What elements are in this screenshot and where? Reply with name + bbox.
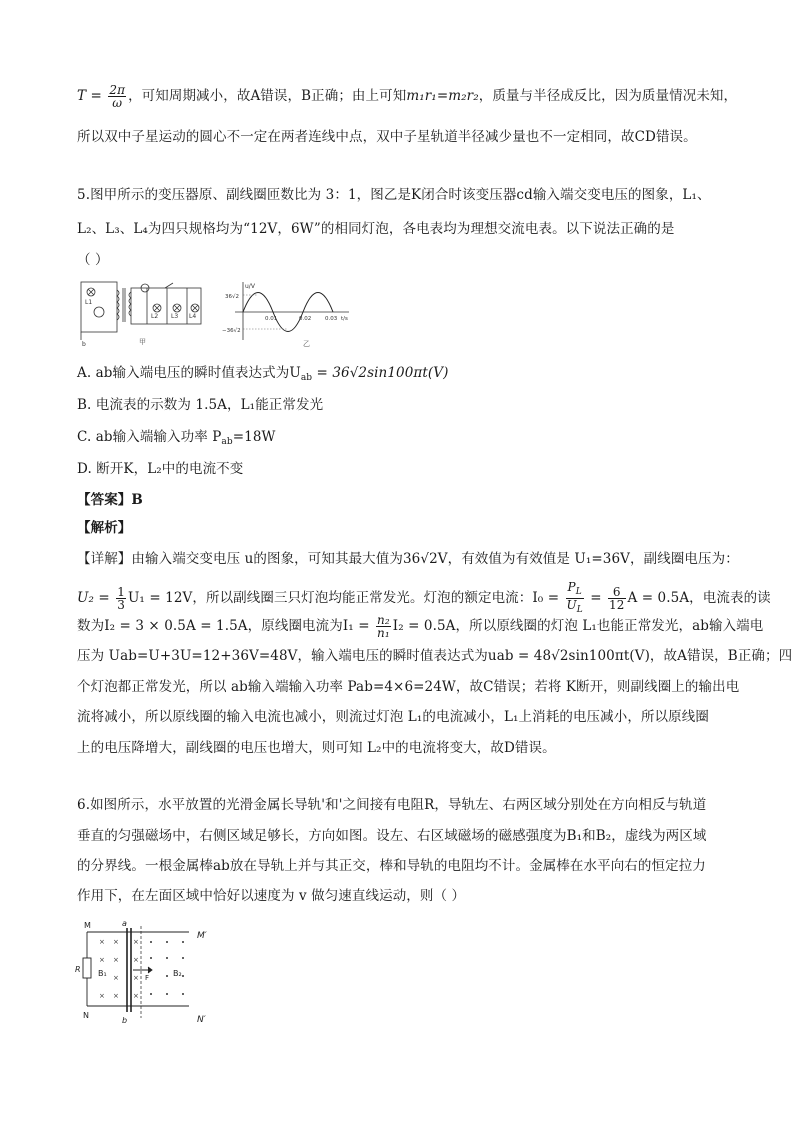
q5-stem-line-2: L₂、L₃、L₄为四只规格均为“12V，6W”的相同灯泡，各电表均为理想交流电表。以下说法正确的是 <box>77 221 675 237</box>
label-r: R <box>75 965 81 974</box>
fraction-one-third: $\frac{1}{3}$ <box>117 585 125 612</box>
q5-detail-line-1: 【详解】由输入端交变电压 u的图象，可知其最大值为36√2V，有效值为有效值是 U₁=36V，副线圈电压为： <box>77 551 739 567</box>
q6-stem-line-2: 垂直的匀强磁场中，右侧区域足够长，方向如图。设左、右区域磁场的磁感强度为B₁和B₂，虚线为两区域 <box>77 828 707 844</box>
q6-stem-line-3: 的分界线。一根金属棒ab放在导轨上并与其正交，棒和导轨的电阻均不计。金属棒在水平向右的恒定拉力 <box>77 858 706 874</box>
svg-text:×: × <box>113 992 119 1000</box>
svg-text:×: × <box>113 938 119 946</box>
q5-detail-line-2: U₂ = $\frac{1}{3}$ U₁ = 12V，所以副线圈三只灯泡均能正常发光。灯泡的额定电流：I₀ = $\frac{P_L}{U_L}$ = $\frac{6}{12}$ A = 0.5A，电流表的读 <box>77 580 771 615</box>
prev-line-1: T = $\frac{2\pi}{\omega}$ ，可知周期减小，故A错误，B正确；由上可知m₁r₁=m₂r₂，质量与半径成反比，因为质量情况未知， <box>77 83 738 110</box>
tick-0-02: 0.02 <box>299 316 312 322</box>
label-n: N <box>83 1011 89 1020</box>
voltage-waveform <box>235 282 349 340</box>
q5-detail-line-5: 个灯泡都正常发光，所以 ab输入端输入功率 Pab=4×6=24W，故C错误；若将 K断开，则副线圈上的输出电 <box>77 679 740 695</box>
fraction-pl-over-ul: $\frac{P_L}{U_L}$ <box>566 580 583 615</box>
q5-option-d: D. 断开K，L₂中的电流不变 <box>77 461 244 477</box>
svg-text:×: × <box>133 974 139 982</box>
q6-rail-figure <box>75 918 235 1036</box>
resistor-r-icon <box>83 958 91 978</box>
q6-stem-line-1: 6.如图所示，水平放置的光滑金属长导轨'和'之间接有电阻R，导轨左、右两区域分别处在方向相反与轨道 <box>77 797 707 813</box>
figure-label-jia: 甲 <box>139 338 146 346</box>
q5-detail-line-4: 压为 Uab=U+3U=12+36V=48V，输入端电压的瞬时值表达式为uab = 48√2sin100πt(V)，故A错误，B正确；四 <box>77 648 793 664</box>
label-b: b <box>122 1016 128 1025</box>
svg-text:L3: L3 <box>171 313 179 320</box>
svg-text:×: × <box>99 992 105 1000</box>
q5-detail-line-6: 流将减小，所以原线圈的输入电流也减小，则流过灯泡 L₁的电流减小，L₁上消耗的电压减小，所以原线圈 <box>77 709 709 725</box>
svg-text:L2: L2 <box>151 313 159 320</box>
figure-label-yi: 乙 <box>303 340 310 348</box>
label-m-prime: M′ <box>197 931 207 941</box>
tick-0-01: 0.01 <box>265 316 278 322</box>
q5-option-b: B. 电流表的示数为 1.5A，L₁能正常发光 <box>77 397 324 413</box>
q5-figure <box>77 278 357 350</box>
axis-u-label: u/V <box>245 283 255 290</box>
tick-36: 36√2 <box>225 294 240 300</box>
label-a: a <box>122 919 127 928</box>
q5-option-a: A. ab输入端电压的瞬时值表达式为$U_{ab} = 36√2\sin 100\pi t(V)$ <box>77 365 449 383</box>
svg-text:×: × <box>113 956 119 964</box>
svg-text:L1: L1 <box>85 299 93 306</box>
svg-text:×: × <box>113 974 119 982</box>
fraction-n2-over-n1: $\frac{\text{n₂}}{\text{n₁}}$ <box>377 613 390 640</box>
q5-detail-line-3: 数为I₂ = 3 × 0.5A = 1.5A，原线圈电流为I₁ = $\frac{\text{n₂}}{\text{n₁}}$ I₂ = 0.5A，所以原线圈的灯泡 L₁也能正常发光，ab输入端电 <box>77 613 764 640</box>
label-b1: B₁ <box>98 969 107 978</box>
voltmeter-icon <box>94 307 104 317</box>
tick-minus-36: −36√2 <box>222 328 241 334</box>
svg-text:×: × <box>133 956 139 964</box>
period-symbol: T = <box>77 88 102 104</box>
q6-stem-line-4: 作用下，在左面区域中恰好以速度为 v 做匀速直线运动，则（ ） <box>77 888 466 904</box>
tick-0-03: 0.03 <box>325 316 338 322</box>
switch-k-icon <box>165 283 173 288</box>
q5-stem-line-1: 5.图甲所示的变压器原、副线圈匝数比为 3：1，图乙是K闭合时该变压器cd输入端交变电压的图象，L₁、 <box>77 187 711 203</box>
two-pi-over-omega: $\frac{2\pi}{\omega}$ <box>109 83 126 110</box>
fraction-6-over-12: $\frac{6}{12}$ <box>609 585 625 612</box>
q5-analysis-heading: 【解析】 <box>77 520 132 536</box>
transformer-circuit <box>81 282 201 340</box>
q5-detail-line-7: 上的电压降增大，副线圈的电压也增大，则可知 L₂中的电流将变大，故D错误。 <box>77 740 556 756</box>
label-b2: B₂ <box>173 969 182 978</box>
prev-line-2: 所以双中子星运动的圆心不一定在两者连线中点，双中子星轨道半径减少量也不一定相同，故CD错误。 <box>77 129 697 145</box>
svg-text:×: × <box>99 956 105 964</box>
label-n-prime: N′ <box>197 1015 206 1025</box>
svg-text:×: × <box>133 938 139 946</box>
svg-text:×: × <box>133 992 139 1000</box>
b2-field-dots <box>150 941 184 995</box>
label-f: F <box>145 974 150 982</box>
q5-option-c: C. ab输入端输入功率 $P_{ab}=18W$ <box>77 429 276 447</box>
svg-text:b: b <box>82 341 86 348</box>
svg-text:×: × <box>99 938 105 946</box>
label-m: M <box>84 921 91 930</box>
q5-answer: 【答案】B <box>77 492 143 508</box>
svg-text:L4: L4 <box>189 313 197 320</box>
q5-paren: （ ） <box>77 252 109 268</box>
axis-t-label: t/s <box>341 316 348 322</box>
